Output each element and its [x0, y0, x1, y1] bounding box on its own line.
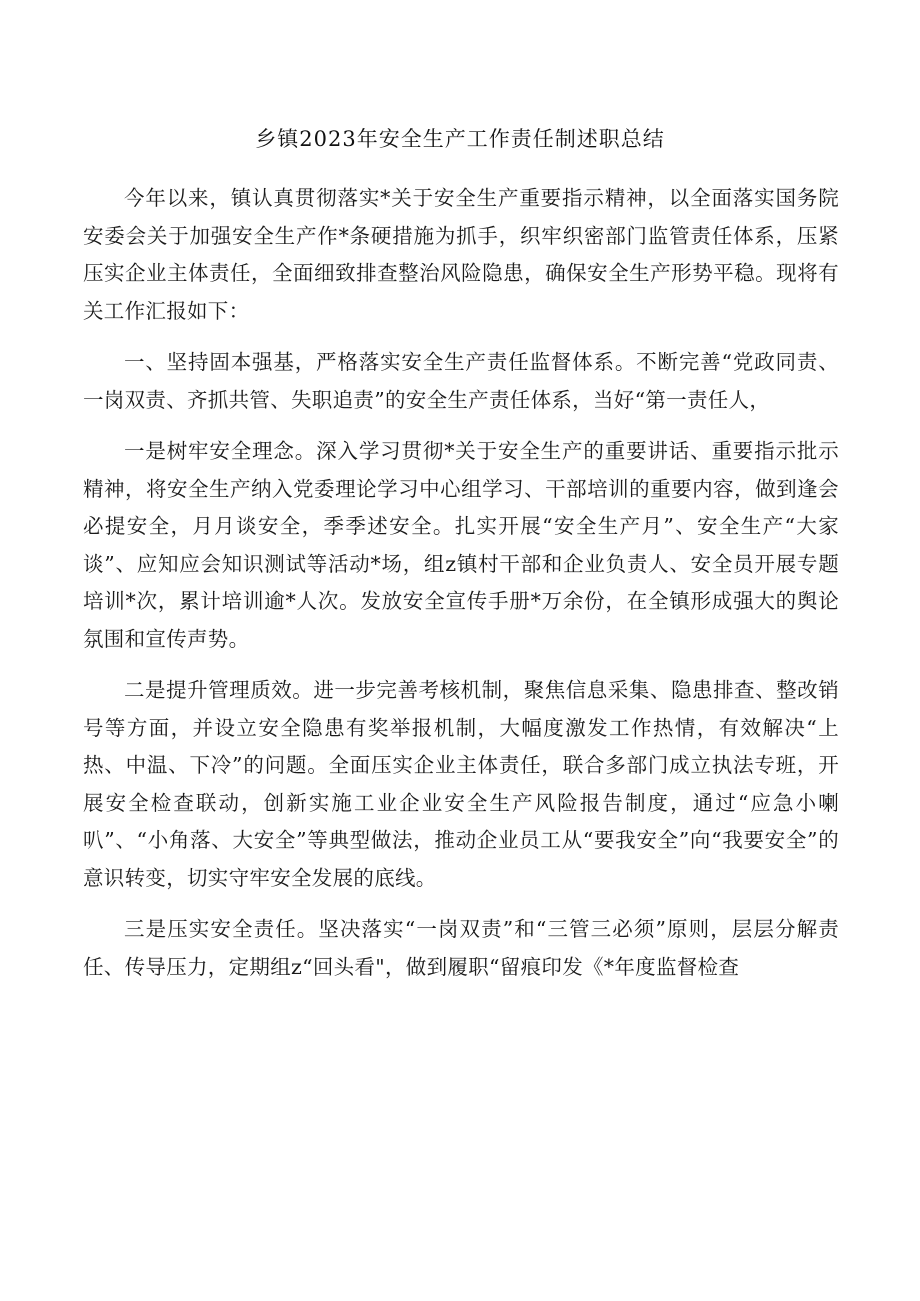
paragraph-section-one: 一、坚持固本强基，严格落实安全生产责任监督体系。不断完善“党政同责、一岗双责、齐抓共管、失职追责”的安全生产责任体系，当好“第一责任人，	[83, 350, 839, 412]
document-title: 乡镇2023年安全生产工作责任制述职总结	[255, 127, 665, 151]
paragraph-safety-concept: 一是树牢安全理念。深入学习贯彻*关于安全生产的重要讲话、重要指示批示精神，将安全生产纳入党委理论学习中心组学习、干部培训的重要内容，做到逢会必提安全，月月谈安全，季季述安全。扎实开展“安全生产月”、安全生产“大家谈”、应知应会知识测试等活动*场，组z镇村干部和企业负责人、安全员开展专题培训*次，累计培训逾*人次。发放安全宣传手册*万余份，在全镇形成强大的舆论氛围和宣传声势。	[83, 439, 839, 651]
paragraph-safety-responsibility: 三是压实安全责任。坚决落实“一岗双责”和“三管三必须”原则，层层分解责任、传导压力，定期组z“回头看"，做到履职“留痕印发《*年度监督检查	[83, 917, 839, 979]
paragraph-management-efficiency: 二是提升管理质效。进一步完善考核机制，聚焦信息采集、隐患排查、整改销号等方面，并设立安全隐患有奖举报机制，大幅度激发工作热情，有效解决“上热、中温、下冷”的问题。全面压实企业主体责任，联合多部门成立执法专班，开展安全检查联动，创新实施工业企业安全生产风险报告制度，通过“应急小喇叭”、“小角落、大安全”等典型做法，推动企业员工从“要我安全”向“我要安全”的意识转变，切实守牢安全发展的底线。	[83, 678, 839, 890]
document-body	[83, 180, 839, 986]
paragraph-intro: 今年以来，镇认真贯彻落实*关于安全生产重要指示精神，以全面落实国务院安委会关于加强安全生产作*条硬措施为抓手，织牢织密部门监管责任体系，压紧压实企业主体责任，全面细致排查整治风险隐患，确保安全生产形势平稳。现将有关工作汇报如下：	[83, 186, 839, 323]
